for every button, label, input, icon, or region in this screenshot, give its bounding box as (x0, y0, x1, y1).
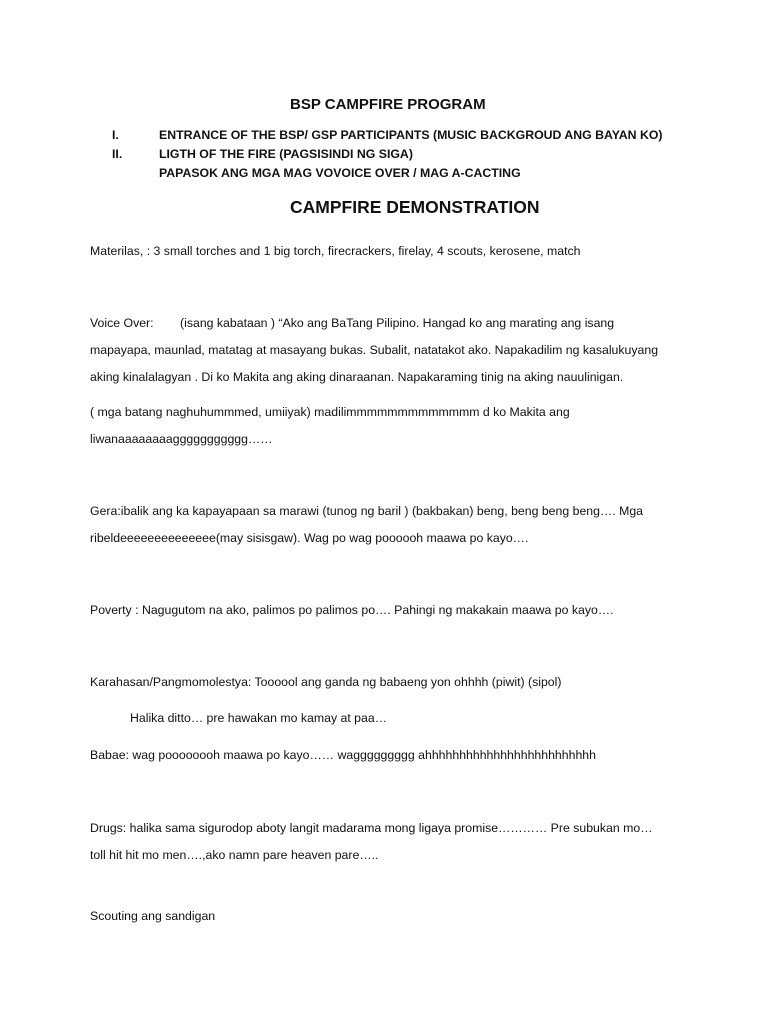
voice-over-line: mapayapa, maunlad, matatag at masayang bukas. Subalit, natatakot ako. Napakadilim ng kasalukuyang (90, 343, 659, 357)
voice-over-line: (isang kabataan ) “Ako ang BaTang Pilipino. Hangad ko ang marating ang isang (180, 316, 615, 330)
list-item-text: ENTRANCE OF THE BSP/ GSP PARTICIPANTS (MUSIC BACKGROUD ANG BAYAN KO) (159, 128, 663, 142)
materials-line: Materilas, : 3 small torches and 1 big torch, firecrackers, firelay, 4 scouts, kerosene, match (90, 244, 581, 258)
children-line: liwanaaaaaaaaggggggggggg…… (90, 432, 273, 446)
gera-line: Gera:ibalik ang ka kapayapaan sa marawi (tunog ng baril ) (bakbakan) beng, beng beng beng…. Mga (90, 504, 644, 518)
children-line: ( mga batang naghuhummmed, umiiyak) madilimmmmmmmmmmmmm d ko Makita ang (90, 405, 570, 419)
document-title: BSP CAMPFIRE PROGRAM (290, 96, 486, 113)
halika-line: Halika ditto… pre hawakan mo kamay at paa… (130, 711, 387, 725)
karahasan-line: Karahasan/Pangmomolestya: Toooool ang ganda ng babaeng yon ohhhh (piwit) (sipol) (90, 675, 562, 689)
babae-line: Babae: wag poooooooh maawa po kayo…… waggggggggg ahhhhhhhhhhhhhhhhhhhhhhhhh (90, 748, 596, 762)
gera-line: ribeldeeeeeeeeeeeeee(may sisisgaw). Wag po wag poooooh maawa po kayo…. (90, 531, 529, 545)
list-item-number: II. (112, 147, 123, 161)
list-item-continuation: PAPASOK ANG MGA MAG VOVOICE OVER / MAG A-CACTING (159, 166, 521, 180)
voice-over-label: Voice Over: (90, 316, 154, 330)
drugs-line: toll hit hit mo men….,ako namn pare heaven pare….. (90, 848, 379, 862)
voice-over-line: aking kinalalagyan . Di ko Makita ang aking dinaraanan. Napakaraming tinig na aking nauulinigan. (90, 370, 624, 384)
section-title: CAMPFIRE DEMONSTRATION (290, 197, 540, 217)
drugs-line: Drugs: halika sama sigurodop aboty langit madarama mong ligaya promise………… Pre subukan mo… (90, 821, 653, 835)
closing-line: Scouting ang sandigan (90, 909, 216, 923)
poverty-line: Poverty : Nagugutom na ako, palimos po palimos po…. Pahingi ng makakain maawa po kayo…. (90, 603, 614, 617)
list-item-text: LIGTH OF THE FIRE (PAGSISINDI NG SIGA) (159, 147, 413, 161)
list-item-number: I. (112, 128, 119, 142)
